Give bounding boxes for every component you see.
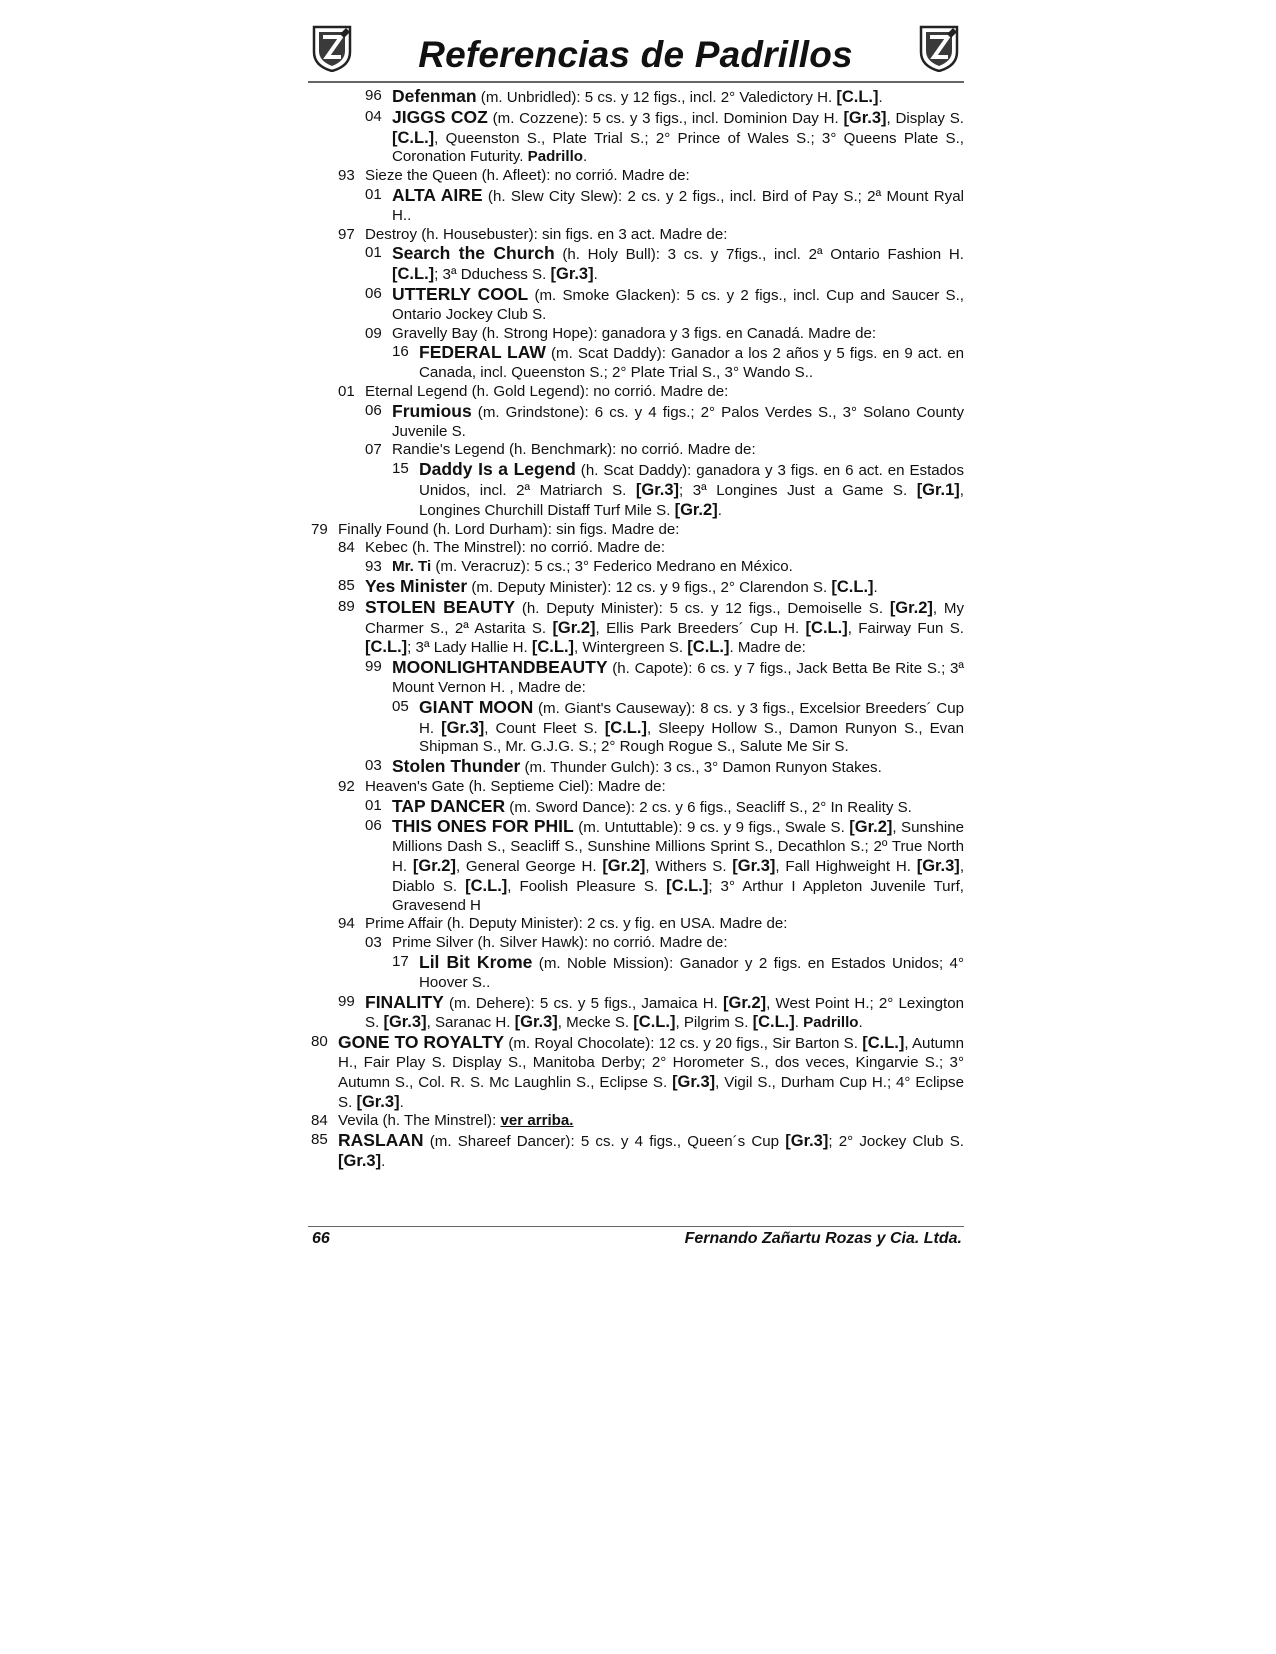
entry-text: (m. Dehere): 5 cs. y 5 figs., Jamaica H.: [443, 994, 724, 1012]
entry-year: 93: [365, 558, 382, 576]
pedigree-entry: [365, 244, 964, 285]
pedigree-entry: [338, 383, 964, 402]
entry-year: 79: [311, 520, 328, 538]
entry-text: .: [399, 1093, 404, 1111]
entry-year: 85: [338, 576, 355, 594]
pedigree-entry: [311, 1112, 964, 1131]
grade-tag: [Gr.3]: [916, 857, 960, 876]
entry-text: Prime Affair (h. Deputy Minister): 2 cs. y fig. en USA. Madre de:: [365, 915, 788, 933]
page-footer: [312, 1230, 962, 1254]
entry-text: (m. Shareef Dancer): 5 cs. y 4 figs., Queen´s Cup: [423, 1133, 786, 1151]
entry-text: , Vigil S., Durham Cup H.; 4° Eclipse S.: [338, 1073, 964, 1111]
entry-text: , Withers S.: [645, 858, 733, 876]
entry-year: 06: [365, 284, 382, 302]
horse-name: Defenman: [392, 86, 477, 106]
horse-name: GIANT MOON: [419, 696, 534, 717]
horse-name: Mr. Ti: [392, 558, 432, 576]
entry-year: 84: [338, 539, 355, 557]
page-header: [308, 24, 963, 82]
pedigree-entry: [338, 226, 964, 245]
horse-name: RASLAAN: [338, 1130, 424, 1151]
grade-tag: [Gr.3]: [441, 718, 485, 737]
horse-name: Lil Bit Krome: [419, 952, 533, 973]
grade-tag: [Gr.3]: [843, 108, 887, 127]
entry-text: , Saranac H.: [426, 1014, 515, 1032]
entry-text: (m. Smoke Glacken): 5 cs. y 2 figs., incl. Cup and Saucer S., Ontario Jockey Club S.: [392, 286, 964, 323]
entry-text: , Longines Churchill Distaff Turf Mile S.: [419, 481, 964, 519]
grade-tag: [C.L.]: [687, 638, 730, 657]
grade-tag: [C.L.]: [831, 577, 874, 596]
entry-text: , General George H.: [455, 858, 603, 876]
pedigree-entry: [338, 915, 964, 934]
entry-text: Prime Silver (h. Silver Hawk): no corrió. Madre de:: [392, 934, 728, 952]
grade-tag: [Gr.3]: [672, 1072, 716, 1091]
horse-name: STOLEN BEAUTY: [365, 596, 516, 617]
pedigree-entries: [311, 86, 965, 1172]
pedigree-entry: [338, 167, 964, 186]
pedigree-entry: [311, 1033, 964, 1112]
grade-tag: [C.L.]: [365, 638, 408, 657]
entry-year: 04: [365, 107, 382, 125]
entry-text: (m. Sword Dance): 2 cs. y 6 figs., Seacliff S., 2° In Reality S.: [505, 798, 912, 816]
bold-note: Padrillo: [527, 148, 583, 166]
grade-tag: [C.L.]: [836, 88, 879, 106]
pedigree-entry: [338, 577, 964, 598]
grade-tag: [C.L.]: [666, 876, 709, 895]
pedigree-entry: [365, 441, 964, 460]
pedigree-entry: [311, 1131, 964, 1172]
entry-text: , Autumn H., Fair Play S. Display S., Manitoba Derby; 2° Horometer S., dos veces, Kingarvie S.; 3° Autumn S., Col. R. S. Mc Laughlin S., Eclipse S.: [338, 1035, 964, 1091]
entry-year: 99: [338, 992, 355, 1010]
grade-tag: [Gr.2]: [412, 857, 456, 876]
pedigree-entry: [365, 757, 964, 778]
pedigree-entry: [365, 87, 964, 108]
pedigree-entry: [338, 598, 964, 658]
entry-text: , Fall Highweight H.: [775, 858, 917, 876]
grade-tag: [C.L.]: [752, 1013, 795, 1032]
horse-name: GONE TO ROYALTY: [338, 1032, 505, 1053]
entry-text: ; 3ª Dduchess S.: [434, 266, 551, 284]
grade-tag: [Gr.2]: [602, 857, 646, 876]
entry-year: 84: [311, 1112, 328, 1130]
entry-text: (m. Untuttable): 9 cs. y 9 figs., Swale S.: [573, 819, 850, 837]
entry-text: Sieze the Queen (h. Afleet): no corrió. Madre de:: [365, 167, 690, 185]
grade-tag: [C.L.]: [531, 638, 575, 657]
pedigree-entry: [365, 325, 964, 344]
entry-year: 03: [365, 757, 382, 775]
pedigree-entry: [365, 817, 964, 915]
entry-year: 96: [365, 87, 382, 104]
shield-z-logo-icon: [917, 24, 961, 72]
entry-text: ; 3° Arthur I Appleton Juvenile Turf, Gravesend H: [392, 877, 964, 914]
entry-text: (m. Noble Mission): Ganador y 2 figs. en Estados Unidos; 4° Hoover S..: [419, 955, 964, 991]
footer-divider: [308, 1226, 964, 1227]
entry-text: Destroy (h. Housebuster): sin figs. en 3 act. Madre de:: [365, 225, 728, 243]
entry-year: 01: [365, 244, 382, 262]
entry-text: .: [878, 89, 883, 106]
entry-year: 17: [392, 953, 409, 971]
horse-name: Stolen Thunder: [392, 756, 521, 777]
entry-text: Randie's Legend (h. Benchmark): no corrió. Madre de:: [392, 441, 756, 459]
grade-tag: [Gr.2]: [723, 993, 767, 1012]
horse-name: UTTERLY COOL: [392, 283, 529, 304]
entry-text: (m. Thunder Gulch): 3 cs., 3° Damon Runyon Stakes.: [520, 759, 882, 777]
entry-text: .: [717, 501, 722, 519]
pedigree-entry: [392, 343, 964, 383]
grade-tag: [Gr.3]: [338, 1152, 382, 1171]
entry-text: .: [593, 266, 598, 284]
pedigree-entry: [365, 402, 964, 442]
entry-text: , Fairway Fun S.: [847, 619, 964, 637]
horse-name: THIS ONES FOR PHIL: [392, 816, 574, 837]
entry-year: 01: [338, 382, 355, 400]
cross-reference: ver arriba.: [500, 1112, 574, 1130]
entry-text: .: [381, 1153, 386, 1171]
entry-text: , Count Fleet S.: [484, 719, 605, 737]
grade-tag: [Gr.3]: [550, 265, 594, 284]
horse-name: MOONLIGHTANDBEAUTY: [392, 657, 608, 678]
entry-text: Eternal Legend (h. Gold Legend): no corrió. Madre de:: [365, 382, 729, 400]
entry-text: Gravelly Bay (h. Strong Hope): ganadora y 3 figs. en Canadá. Madre de:: [392, 324, 877, 342]
pedigree-entry: [338, 778, 964, 797]
entry-year: 89: [338, 597, 355, 615]
grade-tag: [Gr.2]: [552, 618, 596, 637]
grade-tag: [C.L.]: [392, 128, 435, 147]
pedigree-entry: [365, 285, 964, 325]
horse-name: JIGGS COZ: [392, 106, 488, 127]
grade-tag: [C.L.]: [465, 876, 508, 895]
entry-text: .: [582, 148, 588, 166]
entry-year: 06: [365, 817, 382, 835]
entry-year: 16: [392, 343, 409, 361]
grade-tag: [C.L.]: [604, 718, 647, 737]
entry-text: , Foolish Pleasure S.: [507, 877, 667, 895]
grade-tag: [Gr.2]: [889, 598, 933, 617]
pedigree-entry: [338, 539, 964, 558]
entry-year: 01: [365, 796, 382, 814]
entry-text: Vevila (h. The Minstrel):: [338, 1112, 501, 1130]
entry-text: (m. Royal Chocolate): 12 cs. y 20 figs., Sir Barton S.: [504, 1035, 863, 1053]
pedigree-entry: [365, 797, 964, 818]
entry-year: 07: [365, 441, 382, 459]
entry-text: . Madre de:: [729, 639, 806, 657]
grade-tag: [Gr.3]: [356, 1092, 400, 1111]
entry-text: (h. Scat Daddy): ganadora y 3 figs. en 6 act. en Estados Unidos, incl. 2ª Matriarch S.: [419, 462, 964, 499]
entry-text: , Display S.: [886, 109, 964, 127]
entry-text: , West Point H.; 2° Lexington S.: [365, 994, 965, 1032]
horse-name: FEDERAL LAW: [419, 342, 546, 363]
horse-name: Frumious: [392, 400, 472, 421]
pedigree-entry: [311, 521, 964, 540]
grade-tag: [C.L.]: [633, 1013, 676, 1032]
entry-text: (m. Scat Daddy): Ganador a los 2 años y 5 figs. en 9 act. en Canada, incl. Queenston S.; 2° Plate Trial S., 3° Wando S..: [419, 345, 964, 382]
pedigree-entry: [338, 993, 964, 1034]
horse-name: FINALITY: [365, 991, 444, 1012]
entry-text: , Diablo S.: [392, 858, 965, 895]
page-title: Referencias de Padrillos: [418, 34, 853, 75]
bold-note: Padrillo: [803, 1014, 859, 1032]
entry-year: 05: [392, 697, 409, 715]
entry-year: 80: [311, 1033, 328, 1051]
entry-text: , Queenston S., Plate Trial S.; 2° Prince of Wales S.; 3° Queens Plate S., Coronation Futurity.: [392, 129, 964, 166]
entry-text: Finally Found (h. Lord Durham): sin figs. Madre de:: [338, 520, 680, 538]
entry-text: , Wintergreen S.: [574, 639, 688, 657]
entry-year: 09: [365, 324, 382, 342]
entry-text: ; 3ª Lady Hallie H.: [407, 639, 532, 657]
entry-text: Kebec (h. The Minstrel): no corrió. Madre de:: [365, 539, 666, 557]
horse-name: TAP DANCER: [392, 795, 506, 816]
grade-tag: [Gr.2]: [849, 818, 893, 837]
horse-name: Yes Minister: [365, 575, 468, 596]
entry-text: , Pilgrim S.: [675, 1014, 753, 1032]
entry-text: (h. Holy Bull): 3 cs. y 7figs., incl. 2ª Ontario Fashion H.: [554, 246, 964, 264]
entry-year: 03: [365, 934, 382, 952]
grade-tag: [Gr.1]: [916, 480, 960, 499]
entry-text: (m. Unbridled): 5 cs. y 12 figs., incl. 2° Valedictory H.: [476, 89, 837, 106]
publisher-name: Fernando Zañartu Rozas y Cia. Ltda.: [684, 1230, 962, 1247]
pedigree-entry: [392, 698, 964, 757]
entry-year: 93: [338, 167, 355, 185]
page-number: 66: [312, 1230, 330, 1247]
grade-tag: [Gr.2]: [674, 500, 718, 519]
entry-text: Heaven's Gate (h. Septieme Ciel): Madre de:: [365, 777, 666, 795]
entry-text: , My Charmer S., 2ª Astarita S.: [365, 599, 965, 637]
entry-text: .: [873, 578, 878, 596]
pedigree-entry: [392, 460, 964, 520]
entry-text: (m. Grindstone): 6 cs. y 4 figs.; 2° Palos Verdes S., 3° Solano County Juvenile S.: [392, 403, 964, 440]
grade-tag: [Gr.3]: [383, 1013, 427, 1032]
horse-name: ALTA AIRE: [392, 184, 483, 205]
entry-year: 92: [338, 777, 355, 795]
grade-tag: [C.L.]: [862, 1034, 905, 1053]
entry-year: 06: [365, 401, 382, 419]
entry-text: , Sleepy Hollow S., Damon Runyon S., Evan Shipman S., Mr. G.J.G. S.; 2° Rough Rogue S., Salute Me Sir S.: [419, 719, 964, 756]
pedigree-entry: [392, 953, 964, 993]
entry-year: 01: [365, 185, 382, 203]
pedigree-entry: [365, 658, 964, 698]
entry-text: , Ellis Park Breeders´ Cup H.: [595, 619, 806, 637]
grade-tag: [Gr.3]: [785, 1132, 829, 1151]
entry-year: 15: [392, 460, 409, 478]
grade-tag: [C.L.]: [805, 618, 848, 637]
entry-text: (m. Giant's Causeway): 8 cs. y 3 figs., Excelsior Breeders´ Cup H.: [419, 699, 964, 737]
entry-year: 85: [311, 1131, 328, 1149]
entry-text: (h. Slew City Slew): 2 cs. y 2 figs., incl. Bird of Pay S.; 2ª Mount Ryal H..: [392, 187, 964, 224]
grade-tag: [Gr.3]: [514, 1013, 558, 1032]
entry-year: 94: [338, 915, 355, 933]
entry-text: , Mecke S.: [557, 1014, 634, 1032]
entry-text: .: [794, 1014, 804, 1032]
entry-text: ; 2° Jockey Club S.: [828, 1133, 964, 1151]
entry-text: (h. Deputy Minister): 5 cs. y 12 figs., Demoiselle S.: [515, 599, 890, 617]
entry-year: 99: [365, 658, 382, 676]
entry-text: (m. Veracruz): 5 cs.; 3° Federico Medrano en México.: [431, 558, 793, 576]
header-divider: [308, 81, 964, 83]
entry-text: (m. Deputy Minister): 12 cs. y 9 figs., 2° Clarendon S.: [467, 578, 832, 596]
horse-name: Daddy Is a Legend: [419, 459, 576, 480]
pedigree-entry: [365, 934, 964, 953]
entry-text: , Sunshine Millions Dash S., Seacliff S., Sunshine Millions Sprint S., Decathlon S.; 2º True North H.: [392, 819, 964, 876]
pedigree-entry: [365, 108, 964, 167]
entry-text: ; 3ª Longines Just a Game S.: [679, 481, 917, 499]
grade-tag: [Gr.3]: [635, 480, 679, 499]
horse-name: Search the Church: [392, 243, 555, 264]
entry-text: .: [858, 1014, 863, 1032]
entry-text: (m. Cozzene): 5 cs. y 3 figs., incl. Dominion Day H.: [487, 109, 844, 127]
grade-tag: [C.L.]: [392, 265, 435, 284]
entry-year: 97: [338, 225, 355, 243]
pedigree-entry: [365, 558, 964, 577]
grade-tag: [Gr.3]: [732, 857, 776, 876]
entry-text: (h. Capote): 6 cs. y 7 figs., Jack Betta Be Rite S.; 3ª Mount Vernon H. , Madre de:: [392, 660, 964, 696]
pedigree-entry: [365, 186, 964, 226]
